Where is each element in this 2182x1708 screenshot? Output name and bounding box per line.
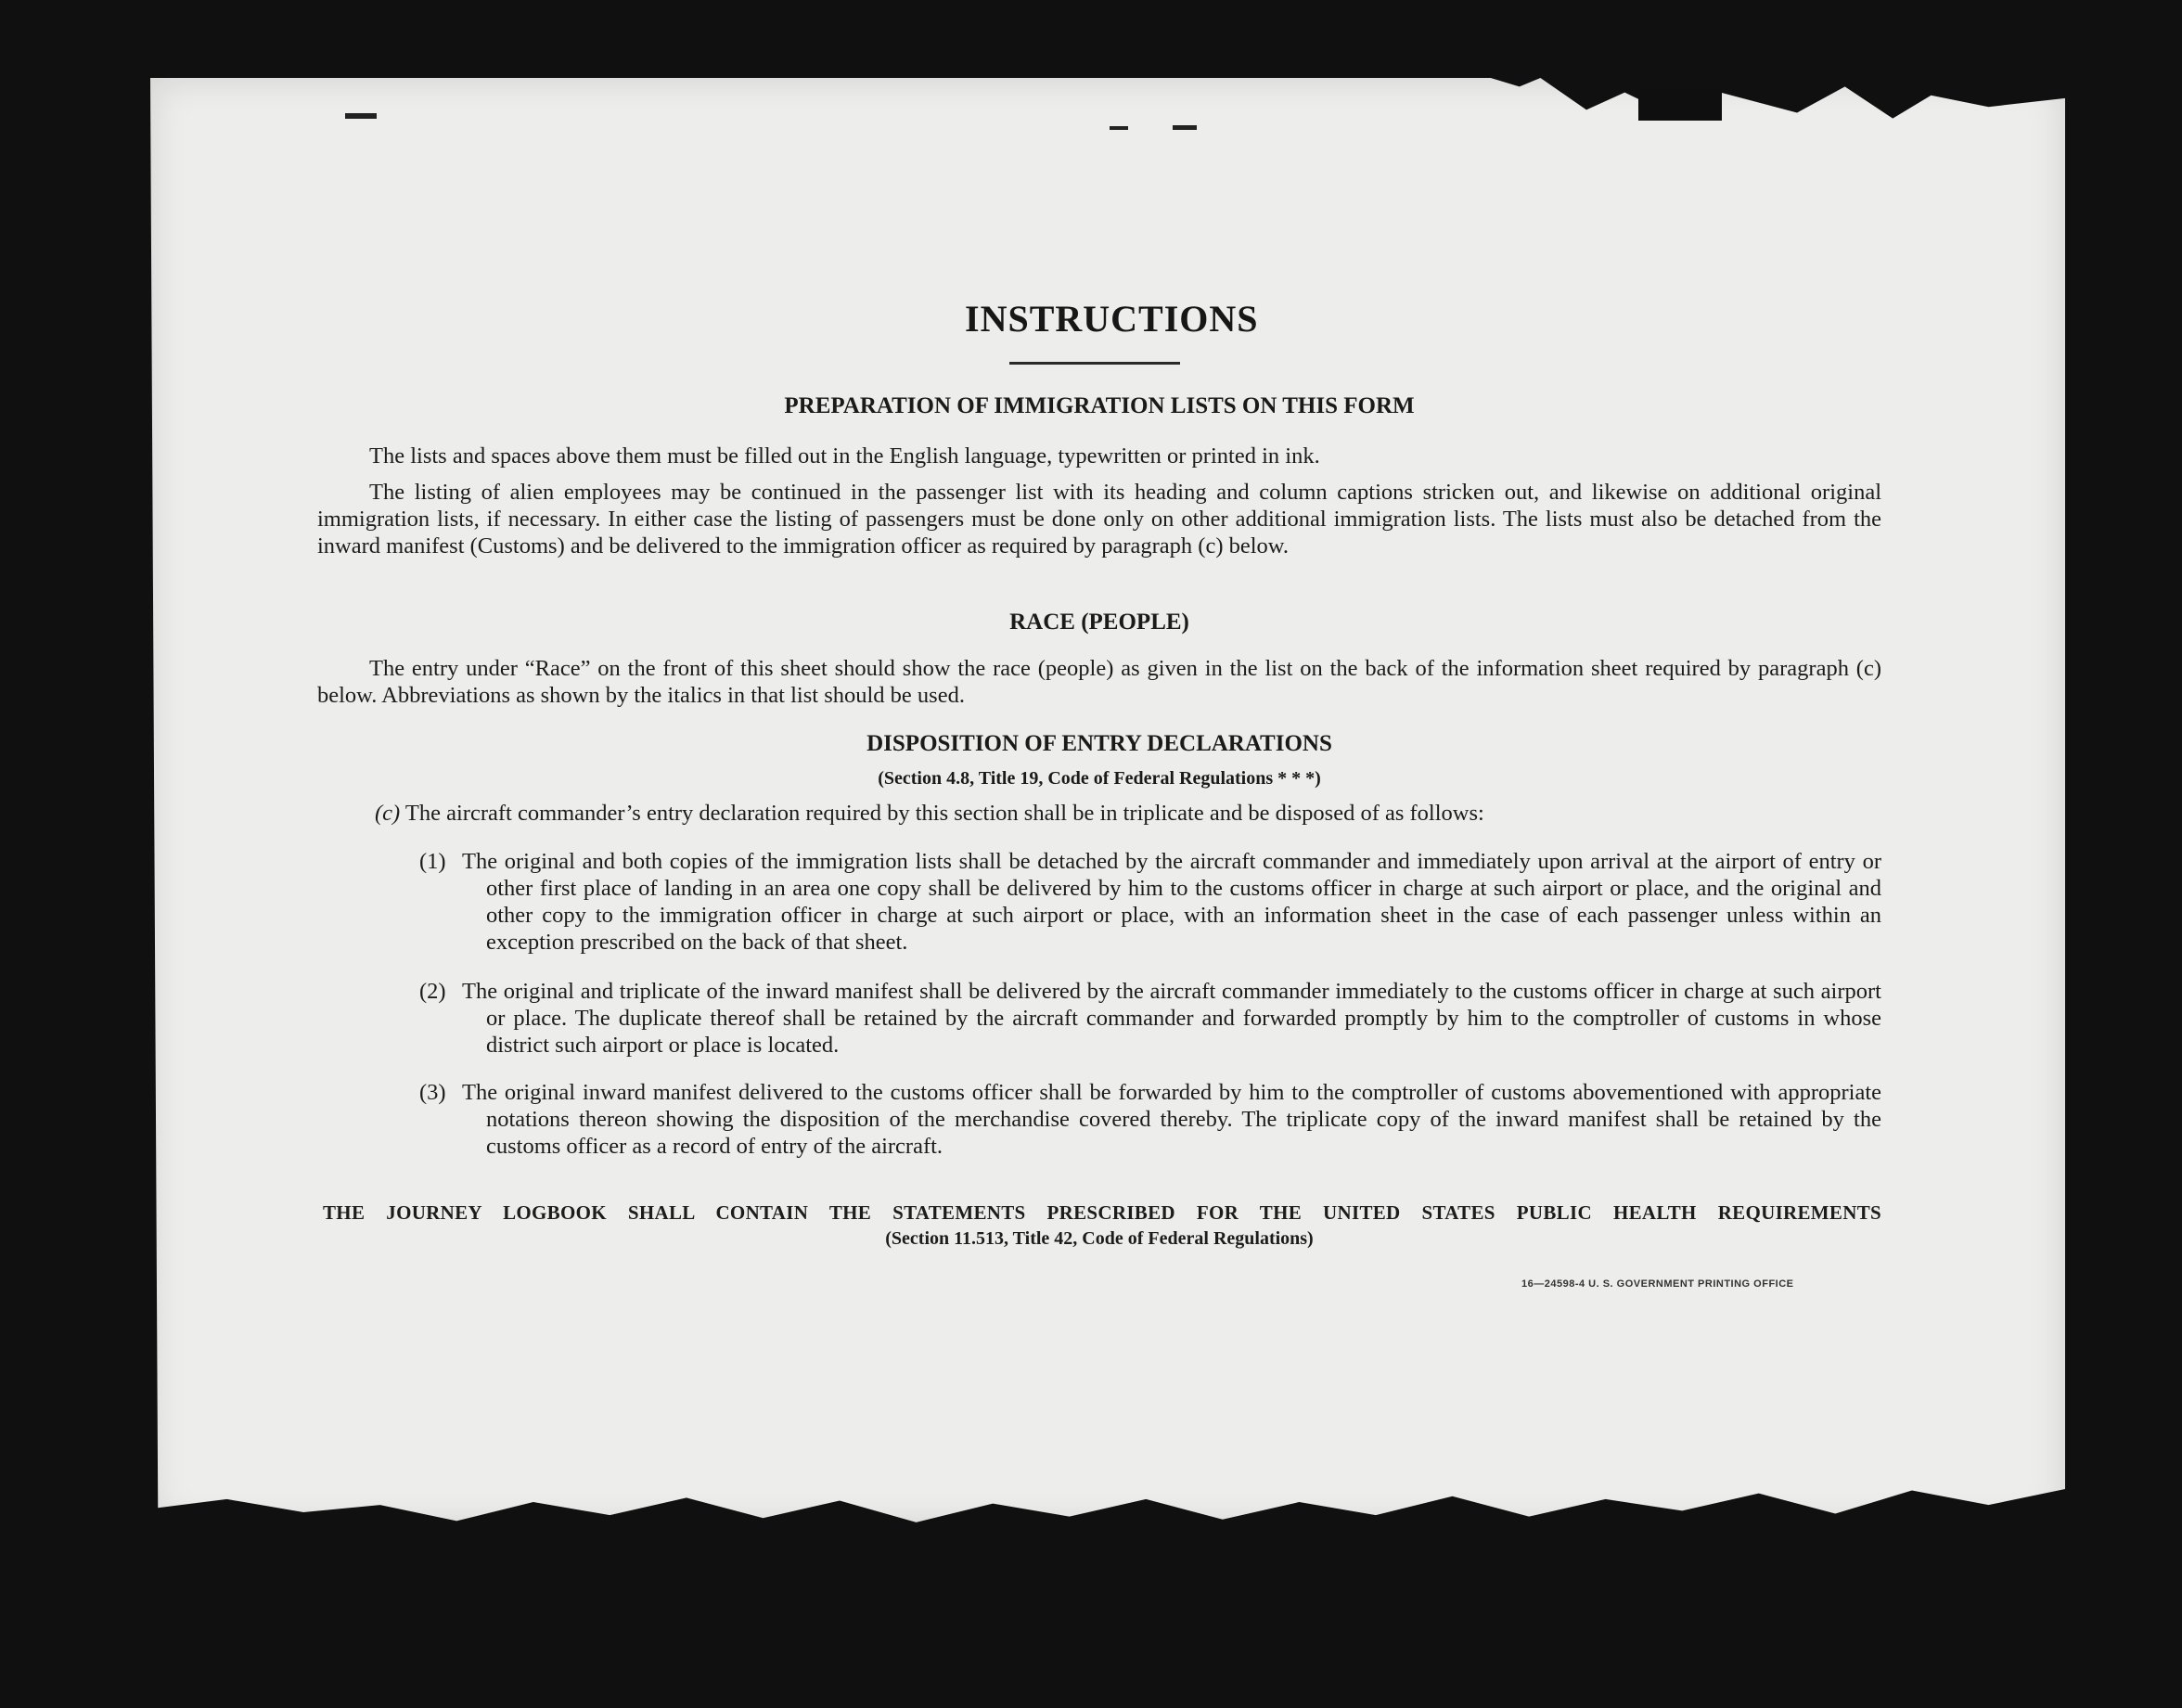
item-text: The original inward manifest delivered to the customs officer shall be forwarded by him to the comptroller of customs abovementioned with appropriate notations thereon showing the disposition of the merchandise covered thereby. The triplicate copy of the inward manifest shall be retained by the customs officer as a record of entry of the aircraft. <box>462 1080 1881 1159</box>
item-number: (2) <box>419 979 446 1004</box>
ink-mark <box>1173 125 1197 130</box>
item-number: (3) <box>419 1080 446 1105</box>
section-heading-disposition: DISPOSITION OF ENTRY DECLARATIONS <box>866 731 1332 756</box>
item-text: The original and triplicate of the inward manifest shall be delivered by the aircraft commander immediately to the customs officer in charge at such airport or place. The duplicate thereof shall be retained by the aircraft commander and forwarded promptly by him to the comptroller of customs in whose district such airport or place is located. <box>462 979 1881 1058</box>
ink-mark <box>345 113 377 119</box>
section-heading-preparation: PREPARATION OF IMMIGRATION LISTS ON THIS FORM <box>784 393 1415 418</box>
footer-citation: (Section 11.513, Title 42, Code of Federal Regulations) <box>885 1228 1314 1249</box>
disposition-citation: (Section 4.8, Title 19, Code of Federal Regulations * * *) <box>878 768 1321 789</box>
section-heading-race: RACE (PEOPLE) <box>1009 610 1189 635</box>
intro-text: The aircraft commander’s entry declaration required by this section shall be in triplicate and be disposed of as follows: <box>404 801 1484 826</box>
disposition-intro <box>375 800 1859 827</box>
race-paragraph: The entry under “Race” on the front of this sheet should show the race (people) as given in the list on the back of the information sheet required by paragraph (c) below. Abbreviations as shown by the italics in that list should be used. <box>317 656 1881 708</box>
ink-mark <box>1638 89 1722 121</box>
document-title: INSTRUCTIONS <box>965 298 1259 340</box>
disposition-item-3 <box>419 1079 1881 1160</box>
item-text: The original and both copies of the immigration lists shall be detached by the aircraft commander and immediately upon arrival at the airport of entry or other first place of landing in an area one copy shall be delivered by him to the customs officer in charge at such airport or place, and the original and other copy to the immigration officer in charge at such airport or place, with an information sheet in the case of each passenger unless within an exception prescribed on the back of that sheet. <box>462 849 1881 955</box>
printing-office-code: 16—24598-4 U. S. GOVERNMENT PRINTING OFFICE <box>1521 1278 1794 1290</box>
title-underline <box>1009 362 1180 365</box>
disposition-item-1 <box>419 848 1881 956</box>
preparation-paragraph-2: The listing of alien employees may be continued in the passenger list with its heading and column captions stricken out, and likewise on additional original immigration lists, if necessary. In either case the listing of passengers must be done only on other additional immigration lists. The lists must also be detached from the inward manifest (Customs) and be delivered to the immigration officer as required by paragraph (c) below. <box>317 480 1881 559</box>
footer-statement: THE JOURNEY LOGBOOK SHALL CONTAIN THE STATEMENTS PRESCRIBED FOR THE UNITED STATES PUBLIC HEALTH REQUIREMENTS <box>323 1201 1881 1224</box>
ink-mark <box>1110 126 1128 130</box>
intro-label: (c) <box>375 801 401 826</box>
preparation-paragraph-1: The lists and spaces above them must be filled out in the English language, typewritten or printed in ink. <box>369 443 1320 469</box>
item-number: (1) <box>419 849 446 874</box>
disposition-item-2 <box>419 978 1881 1059</box>
